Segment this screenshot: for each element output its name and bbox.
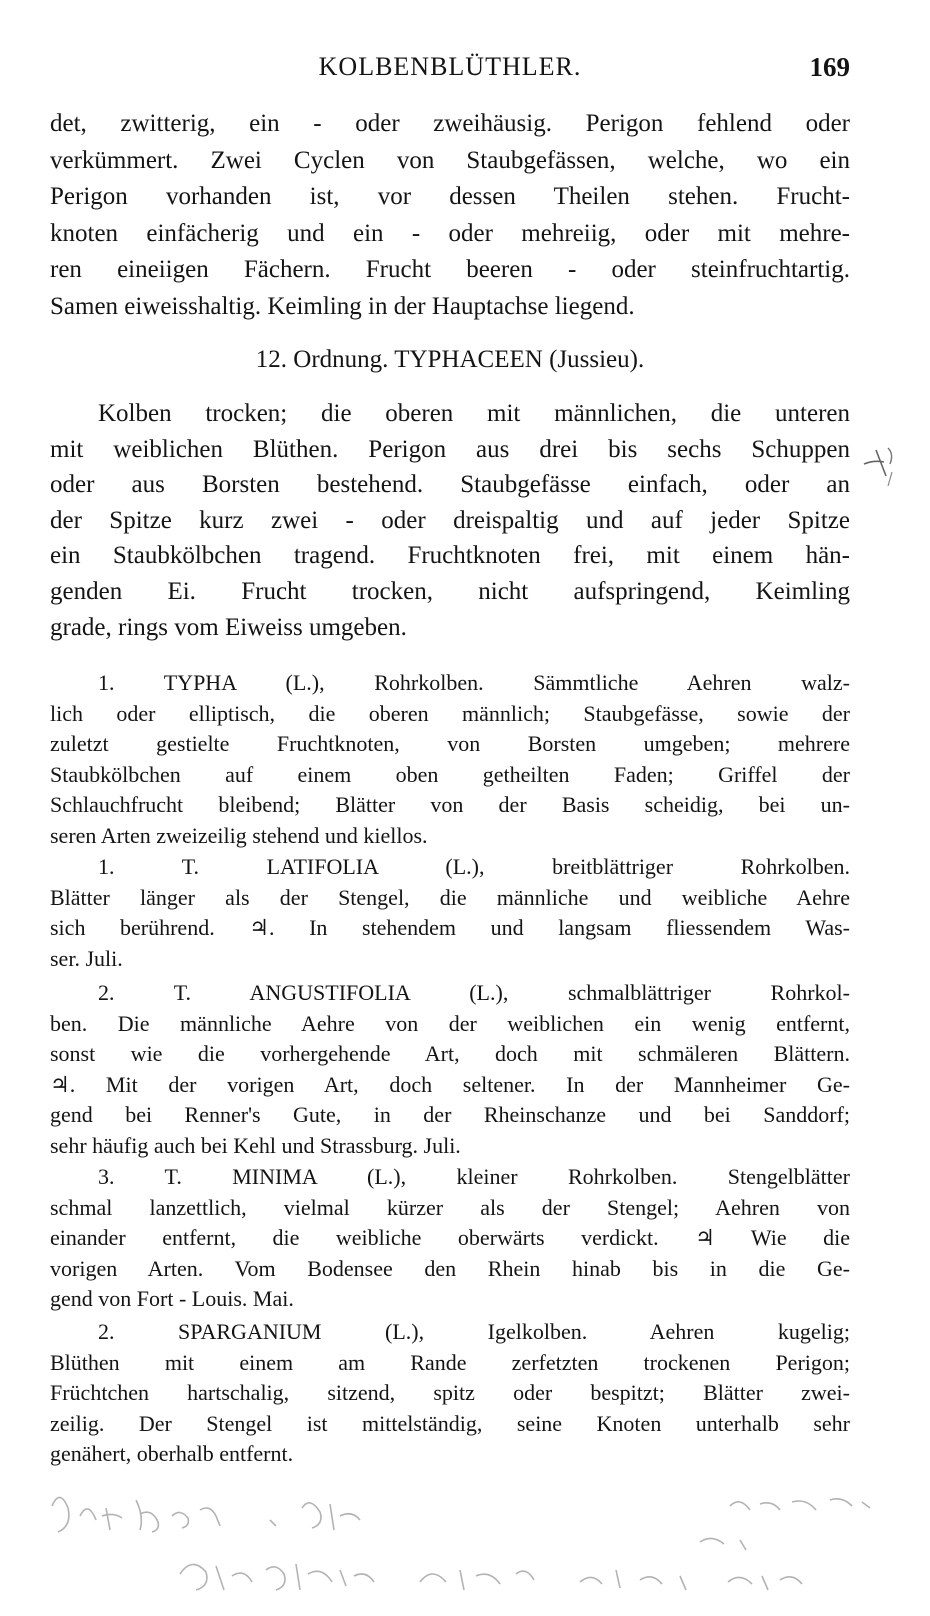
text-line: gend bei Renner's Gute, in der Rheinschanze und bei Sanddorf; [50,1102,850,1127]
text-line: lich oder elliptisch, die oberen männlich; Staubgefässe, sowie der [50,700,850,726]
order-heading: 12. Ordnung. TYPHACEEN (Jussieu). [255,346,645,373]
text-line: verkümmert. Zwei Cyclen von Staubgefässen, welche, wo ein [50,146,850,174]
text-line: vorigen Arten. Vom Bodensee den Rhein hinab bis in die Ge- [50,1255,850,1281]
text-line: gend von Fort - Louis. Mai. [50,1286,294,1311]
text-line: seren Arten zweizeilig stehend und kiellos. [50,822,428,848]
order-description [50,396,850,645]
handwritten-pencil-notes [40,1486,900,1611]
page-header [50,52,850,86]
text-line: 1. T. LATIFOLIA (L.), breitblättriger Rohrkolben. [98,854,850,879]
text-line: knoten einfächerig und ein - oder mehreiig, oder mit mehre- [50,219,850,247]
text-line: ben. Die männliche Aehre von der weiblichen ein wenig entfernt, [50,1010,850,1036]
text-line: Blüthen mit einem am Rande zerfetzten trockenen Perigon; [50,1349,850,1375]
text-line: Perigon vorhanden ist, vor dessen Theilen stehen. Frucht- [50,183,850,211]
text-line: oder aus Borsten bestehend. Staubgefässe einfach, oder an [50,471,850,499]
text-line: zuletzt gestielte Fruchtknoten, von Borsten umgeben; mehrere [50,731,850,756]
species-entry-latifolia [50,852,850,974]
text-line: Samen eiweisshaltig. Keimling in der Hauptachse liegend. [50,292,635,320]
text-line: mit weiblichen Blüthen. Perigon aus drei bis sechs Schuppen [50,435,850,463]
text-line: det, zwitterig, ein - oder zweihäusig. Perigon fehlend oder [50,110,850,137]
text-line: 2. SPARGANIUM (L.), Igelkolben. Aehren kugelig; [98,1319,850,1344]
text-line: sehr häufig auch bei Kehl und Strassburg. Juli. [50,1132,461,1158]
text-line: grade, rings vom Eiweiss umgeben. [50,613,407,641]
genus-entry-sparganium [50,1317,850,1470]
page-number: 169 [809,52,850,82]
text-line: genden Ei. Frucht trocken, nicht aufspringend, Keimling [50,577,850,605]
text-line: einander entfernt, die weibliche oberwärts verdickt. ♃ Wie die [50,1225,850,1250]
text-line: ein Staubkölbchen tragend. Fruchtknoten frei, mit einem hän- [50,542,850,570]
text-line: der Spitze kurz zwei - oder dreispaltig und auf jeder Spitze [50,506,850,534]
species-entry-minima [50,1162,850,1315]
margin-annotation-mark [862,442,902,502]
intro-paragraph [50,106,850,326]
text-line: genähert, oberhalb entfernt. [50,1441,294,1466]
text-line: sich berührend. ♃. In stehendem und langsam fliessendem Was- [50,915,850,940]
text-line: Staubkölbchen auf einem oben getheilten Faden; Griffel der [50,761,850,787]
text-line: Schlauchfrucht bleibend; Blätter von der Basis scheidig, bei un- [50,792,850,817]
text-line: Früchtchen hartschalig, sitzend, spitz oder bespitzt; Blätter zwei- [50,1380,850,1405]
text-line: zeilig. Der Stengel ist mittelständig, seine Knoten unterhalb sehr [50,1410,850,1436]
species-entry-angustifolia [50,978,850,1161]
text-line: ♃. Mit der vorigen Art, doch seltener. In der Mannheimer Ge- [50,1071,850,1097]
text-line: Kolben trocken; die oberen mit männlichen, die unteren [98,400,850,427]
text-line: 3. T. MINIMA (L.), kleiner Rohrkolben. Stengelblätter [98,1164,850,1189]
order-heading-block [50,342,850,378]
text-line: Blätter länger als der Stengel, die männliche und weibliche Aehre [50,884,850,910]
running-title: KOLBENBLÜTHLER. [318,52,582,81]
text-line: ser. Juli. [50,945,123,971]
text-line: 1. TYPHA (L.), Rohrkolben. Sämmtliche Aehren walz- [98,670,850,695]
text-line: sonst wie die vorhergehende Art, doch mit schmäleren Blättern. [50,1041,850,1066]
text-line: schmal lanzettlich, vielmal kürzer als der Stengel; Aehren von [50,1194,850,1220]
genus-entry-typha [50,668,850,851]
text-line: 2. T. ANGUSTIFOLIA (L.), schmalblättriger Rohrkol- [98,980,850,1005]
text-line: ren eineiigen Fächern. Frucht beeren - oder steinfruchtartig. [50,256,850,284]
